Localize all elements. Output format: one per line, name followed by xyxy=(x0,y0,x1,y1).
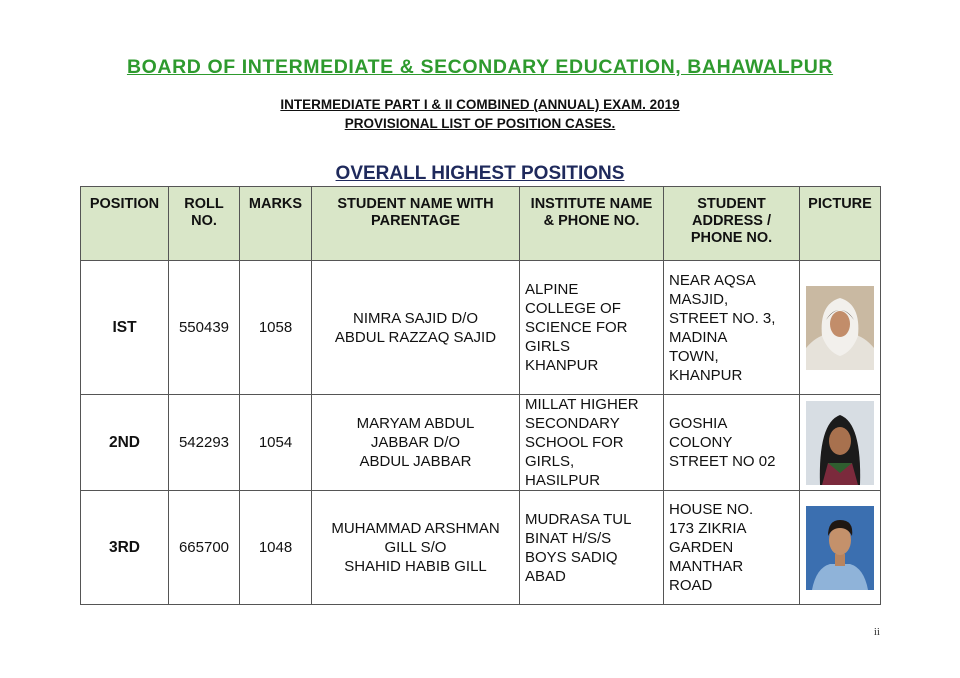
picture-cell xyxy=(800,491,881,605)
institute-line: SECONDARY xyxy=(525,415,620,432)
position-cell: IST xyxy=(81,261,169,395)
name-line: ABDUL RAZZAQ SAJID xyxy=(334,328,497,346)
name-line: JABBAR D/O xyxy=(370,434,461,451)
col-header-student-name: STUDENT NAME WITH PARENTAGE xyxy=(312,187,520,261)
marks-cell: 1058 xyxy=(240,261,312,395)
address-cell xyxy=(664,261,800,395)
col-header-picture: PICTURE xyxy=(800,187,881,261)
institute-line: MUDRASA TUL xyxy=(525,510,632,528)
institute-line: MILLAT HIGHER xyxy=(525,396,639,413)
position-cell: 2ND xyxy=(81,395,169,491)
institute-line: BOYS SADIQ xyxy=(525,548,618,566)
positions-table xyxy=(80,186,881,605)
address-line: GOSHIA xyxy=(669,415,728,432)
institute-line: SCIENCE FOR xyxy=(525,319,628,336)
institute-line: GIRLS, xyxy=(525,453,575,470)
address-line: STREET NO. 3, xyxy=(669,309,776,327)
col-header-position: POSITION xyxy=(81,187,169,261)
exam-title: INTERMEDIATE PART I & II COMBINED (ANNUAL) EXAM. 2019 xyxy=(280,97,680,112)
list-subtitle: PROVISIONAL LIST OF POSITION CASES. xyxy=(344,116,616,131)
page-number: ii xyxy=(873,626,880,638)
name-line: MUHAMMAD ARSHMAN xyxy=(331,520,500,537)
address-line: TOWN, xyxy=(669,347,719,365)
address-cell xyxy=(664,395,800,491)
address-cell xyxy=(664,491,800,605)
address-line: ROAD xyxy=(669,577,713,594)
address-line: GARDEN xyxy=(669,539,734,556)
address-line: KHANPUR xyxy=(669,366,743,384)
roll-no-cell: 542293 xyxy=(169,395,240,491)
student-photo xyxy=(806,286,874,370)
position-cell: 3RD xyxy=(81,491,169,605)
roll-no-cell: 665700 xyxy=(169,491,240,605)
picture-cell xyxy=(800,395,881,491)
board-title: BOARD OF INTERMEDIATE & SECONDARY EDUCATION, BAHAWALPUR xyxy=(126,56,834,78)
student-photo xyxy=(806,506,874,590)
picture-cell xyxy=(800,261,881,395)
student-photo xyxy=(806,401,874,485)
table-row xyxy=(81,491,881,605)
institute-cell xyxy=(520,395,664,491)
student-name-cell xyxy=(312,261,520,395)
institute-line: BINAT H/S/S xyxy=(525,529,612,547)
section-title: OVERALL HIGHEST POSITIONS xyxy=(335,163,625,184)
table-row xyxy=(81,395,881,491)
table-header-row xyxy=(81,187,881,261)
roll-no-cell: 550439 xyxy=(169,261,240,395)
institute-cell xyxy=(520,491,664,605)
institute-line: COLLEGE OF xyxy=(525,300,621,317)
institute-line: ABAD xyxy=(525,567,566,585)
student-name-cell xyxy=(312,395,520,491)
address-line: NEAR AQSA xyxy=(669,271,756,289)
name-line: GILL S/O xyxy=(384,539,447,556)
marks-cell: 1054 xyxy=(240,395,312,491)
table-row xyxy=(81,261,881,395)
name-line: ABDUL JABBAR xyxy=(359,453,472,470)
institute-line: HASILPUR xyxy=(525,472,601,489)
address-line: MANTHAR xyxy=(669,558,744,575)
name-line: MARYAM ABDUL xyxy=(356,415,475,432)
address-line: 173 ZIKRIA xyxy=(669,520,747,537)
col-header-address: STUDENT ADDRESS / PHONE NO. xyxy=(664,187,800,261)
institute-line: ALPINE xyxy=(525,281,579,298)
name-line: SHAHID HABIB GILL xyxy=(344,558,487,575)
address-line: MADINA xyxy=(669,328,728,346)
institute-cell xyxy=(520,261,664,395)
col-header-roll-no: ROLL NO. xyxy=(169,187,240,261)
name-line: NIMRA SAJID D/O xyxy=(352,309,479,327)
student-name-cell xyxy=(312,491,520,605)
address-line: COLONY xyxy=(669,434,733,451)
institute-line: GIRLS xyxy=(525,338,571,355)
address-line: MASJID, xyxy=(669,290,729,308)
address-line: HOUSE NO. xyxy=(669,501,754,518)
marks-cell: 1048 xyxy=(240,491,312,605)
address-line: STREET NO 02 xyxy=(669,453,776,470)
col-header-institute: INSTITUTE NAME & PHONE NO. xyxy=(520,187,664,261)
institute-line: SCHOOL FOR xyxy=(525,434,624,451)
institute-line: KHANPUR xyxy=(525,357,599,374)
col-header-marks: MARKS xyxy=(240,187,312,261)
